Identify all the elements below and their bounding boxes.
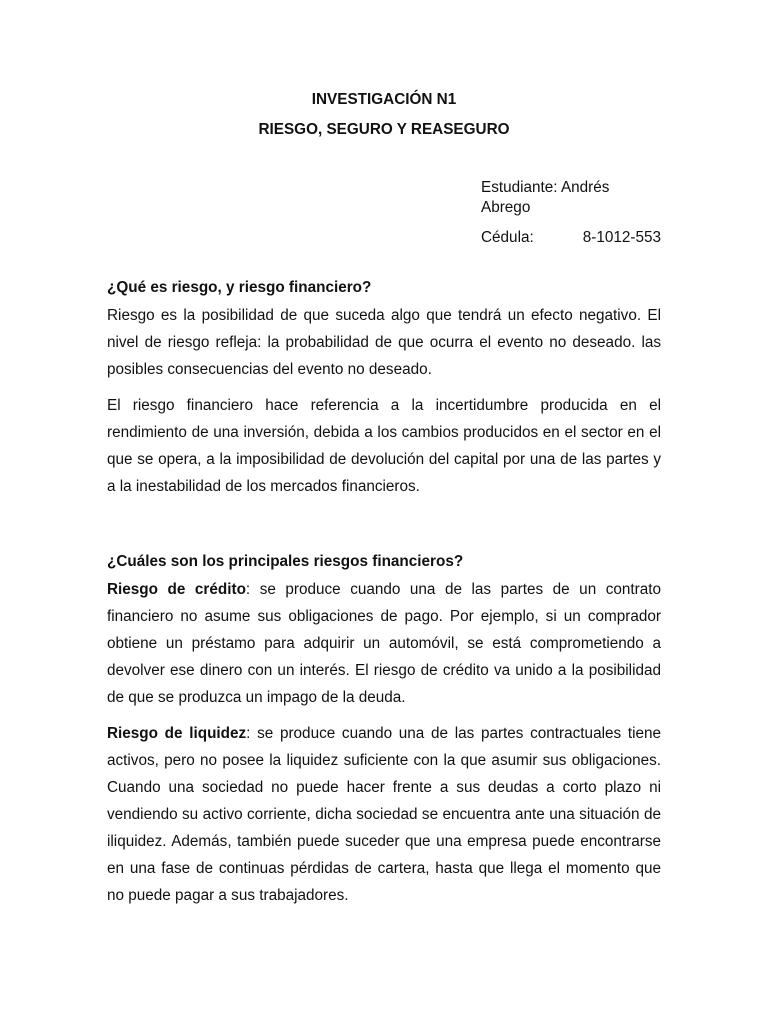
- paragraph-liquidity-risk: [107, 720, 661, 909]
- document-subtitle: RIESGO, SEGURO Y REASEGURO: [258, 121, 510, 138]
- document-page: [107, 90, 661, 909]
- liquidity-risk-text: : se produce cuando una de las partes contractuales tiene activos, pero no posee la liquidez suficiente con la que asumir sus obligaciones. Cuando una sociedad no puede hacer frente a sus deudas a corto plazo ni vendiendo su activo corriente, dicha sociedad se encuentra ante una situación de iliquidez. Además, también puede suceder que una empresa puede encontrarse en una fase de continuas pérdidas de cartera, hasta que llega el momento que no puede pagar a sus trabajadores.: [107, 725, 661, 904]
- section-heading-risk: ¿Qué es riesgo, y riesgo financiero?: [107, 279, 372, 296]
- student-id-label: Cédula:: [481, 229, 534, 246]
- student-name: Andrés Abrego: [481, 179, 610, 216]
- paragraph-risk-definition: Riesgo es la posibilidad de que suceda algo que tendrá un efecto negativo. El nivel de riesgo refleja: la probabilidad de que ocurra el evento no deseado. las posibles consecuencias del evento no deseado.: [107, 307, 661, 378]
- term-credit-risk: Riesgo de crédito: [107, 581, 246, 598]
- student-info: [481, 178, 661, 248]
- paragraph-financial-risk: El riesgo financiero hace referencia a la incertidumbre producida en el rendimiento de una inversión, debida a los cambios producidos en el sector en el que se opera, a la imposibilidad de devolución del capital por una de las partes y a la inestabilidad de los mercados financieros.: [107, 397, 661, 495]
- student-id-value: 8-1012-553: [582, 229, 661, 246]
- section-heading-main-risks: ¿Cuáles son los principales riesgos financieros?: [107, 553, 464, 570]
- document-title: INVESTIGACIÓN N1: [311, 91, 457, 108]
- student-label: Estudiante:: [481, 179, 558, 196]
- student-name-line: [481, 178, 661, 218]
- term-liquidity-risk: Riesgo de liquidez: [107, 725, 247, 742]
- credit-risk-text: : se produce cuando una de las partes de un contrato financiero no asume sus obligaciones de pago. Por ejemplo, si un comprador obtiene un préstamo para adquirir un automóvil, se está comprometiendo a devolver ese dinero con un interés. El riesgo de crédito va unido a la posibilidad de que se produzca un impago de la deuda.: [107, 581, 661, 706]
- paragraph-credit-risk: [107, 576, 661, 711]
- student-id-line: [481, 228, 661, 248]
